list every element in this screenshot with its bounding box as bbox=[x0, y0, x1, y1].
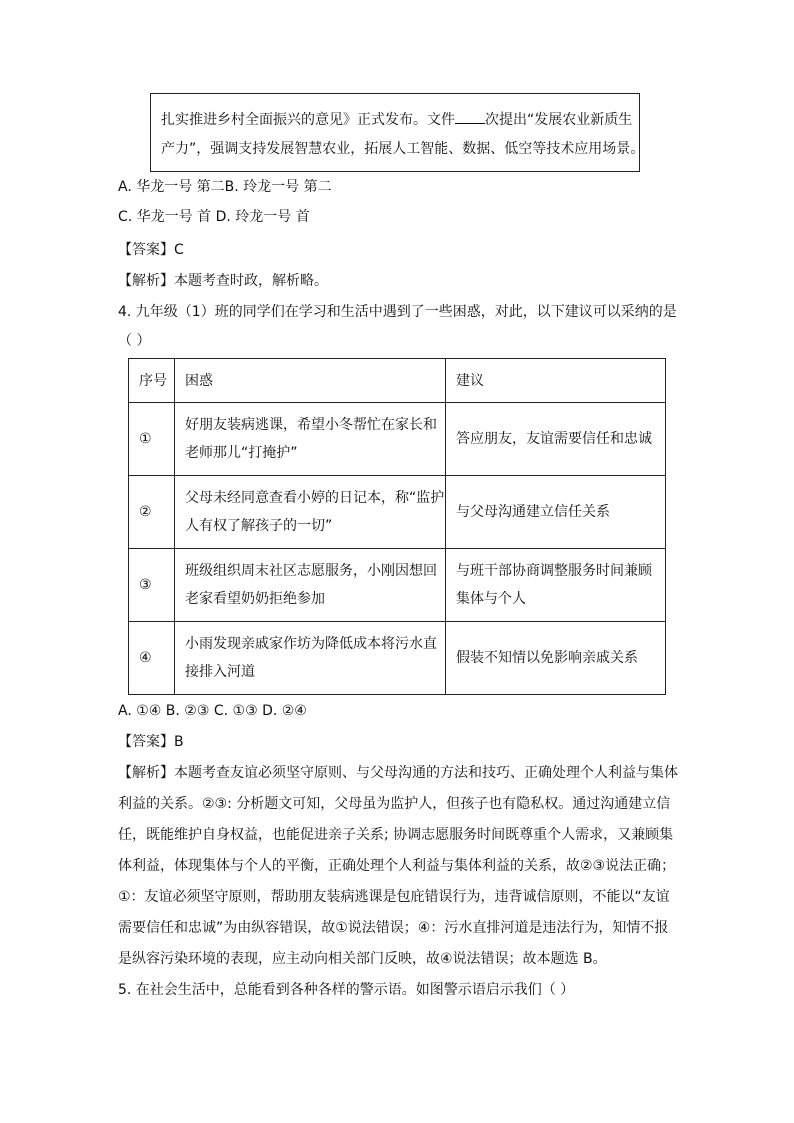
q4-stem-line-1: 4. 九年级（1）班的同学们在学习和生活中遇到了一些困惑，对此，以下建议可以采纳的是 bbox=[118, 304, 677, 320]
row-advice bbox=[446, 476, 666, 549]
row-number: ③ bbox=[129, 549, 175, 622]
table-row bbox=[129, 403, 666, 476]
advice-line: 假装不知情以免影响亲戚关系 bbox=[456, 650, 638, 666]
q4-analysis-line: 是纵容污染环境的表现，应主动向相关部门反映，故④说法错误；故本题选 B。 bbox=[118, 951, 607, 967]
header-advice: 建议 bbox=[446, 359, 666, 403]
q3-options-line-1: A. 华龙一号 第二B. 玲龙一号 第二 bbox=[118, 179, 332, 195]
row-number: ④ bbox=[129, 622, 175, 695]
row-advice bbox=[446, 403, 666, 476]
q4-analysis-line: 【解析】本题考查友谊必须坚守原则、与父母沟通的方法和技巧、正确处理个人利益与集体 bbox=[118, 765, 678, 781]
header-issue: 困惑 bbox=[175, 359, 446, 403]
row-number: ② bbox=[129, 476, 175, 549]
q5-stem: 5. 在社会生活中，总能看到各种各样的警示语。如图警示语启示我们（ ） bbox=[118, 982, 575, 998]
issue-line: 班级组织周末社区志愿服务，小刚因想回 bbox=[185, 563, 437, 579]
issue-line: 人有权了解孩子的一切” bbox=[185, 518, 333, 534]
row-issue bbox=[175, 549, 446, 622]
q4-answer: 【答案】B bbox=[118, 734, 184, 750]
q4-analysis-line: 体利益，体现集体与个人的平衡，正确处理个人利益与集体利益的关系，故②③说法正确； bbox=[118, 858, 676, 874]
q4-analysis-line: 任，既能维护自身权益，也能促进亲子关系; 协调志愿服务时间既尊重个人需求，又兼顾集 bbox=[118, 827, 674, 843]
advice-line: 与父母沟通建立信任关系 bbox=[456, 504, 610, 520]
advice-line: 答应朋友，友谊需要信任和忠诚 bbox=[456, 431, 652, 447]
q4-table bbox=[128, 358, 666, 695]
row-issue bbox=[175, 403, 446, 476]
row-issue bbox=[175, 622, 446, 695]
q3-answer: 【答案】C bbox=[118, 242, 184, 258]
issue-line: 好朋友装病逃课，希望小冬帮忙在家长和 bbox=[185, 417, 437, 433]
issue-line: 老师那儿“打掩护” bbox=[185, 445, 298, 461]
q4-analysis-line: 需要信任和忠诚”为由纵容错误，故①说法错误；④：污水直排河道是违法行为，知情不报 bbox=[118, 920, 669, 936]
excerpt-line-2: 产力”，强调支持发展智慧农业，拓展人工智能、数据、低空等技术应用场景。 bbox=[161, 141, 645, 157]
row-number: ① bbox=[129, 403, 175, 476]
advice-line: 集体与个人 bbox=[456, 591, 526, 607]
issue-line: 老家看望奶奶拒绝参加 bbox=[185, 591, 325, 607]
q4-stem-line-2: （ ） bbox=[118, 333, 151, 349]
issue-line: 小雨发现亲戚家作坊为降低成本将污水直 bbox=[185, 636, 437, 652]
table-row bbox=[129, 476, 666, 549]
header-number: 序号 bbox=[129, 359, 175, 403]
q4-analysis-line: ①：友谊必须坚守原则，帮助朋友装病逃课是包庇错误行为，违背诚信原则，不能以“友谊 bbox=[118, 889, 670, 905]
q3-options-line-2: C. 华龙一号 首 D. 玲龙一号 首 bbox=[118, 209, 310, 225]
table-row bbox=[129, 549, 666, 622]
table-row bbox=[129, 622, 666, 695]
table-header-row bbox=[129, 359, 666, 403]
excerpt-text-a: 扎实推进乡村全面振兴的意见》正式发布。文件 bbox=[161, 112, 455, 128]
excerpt-text-b: 次提出“发展农业新质生 bbox=[485, 112, 633, 128]
row-advice bbox=[446, 622, 666, 695]
q3-analysis: 【解析】本题考查时政，解析略。 bbox=[118, 273, 328, 289]
q4-analysis-line: 利益的关系。②③: 分析题文可知，父母虽为监护人，但孩子也有隐私权。通过沟通建立信 bbox=[118, 796, 671, 812]
advice-line: 与班干部协商调整服务时间兼顾 bbox=[456, 563, 652, 579]
row-advice bbox=[446, 549, 666, 622]
news-excerpt-box bbox=[150, 93, 645, 172]
issue-line: 父母未经同意查看小婷的日记本，称“监护 bbox=[185, 490, 445, 506]
excerpt-line-1 bbox=[161, 109, 632, 130]
fill-blank bbox=[455, 109, 485, 124]
issue-line: 接排入河道 bbox=[185, 664, 255, 680]
q4-options: A. ①④ B. ②③ C. ①③ D. ②④ bbox=[118, 703, 307, 719]
row-issue bbox=[175, 476, 446, 549]
